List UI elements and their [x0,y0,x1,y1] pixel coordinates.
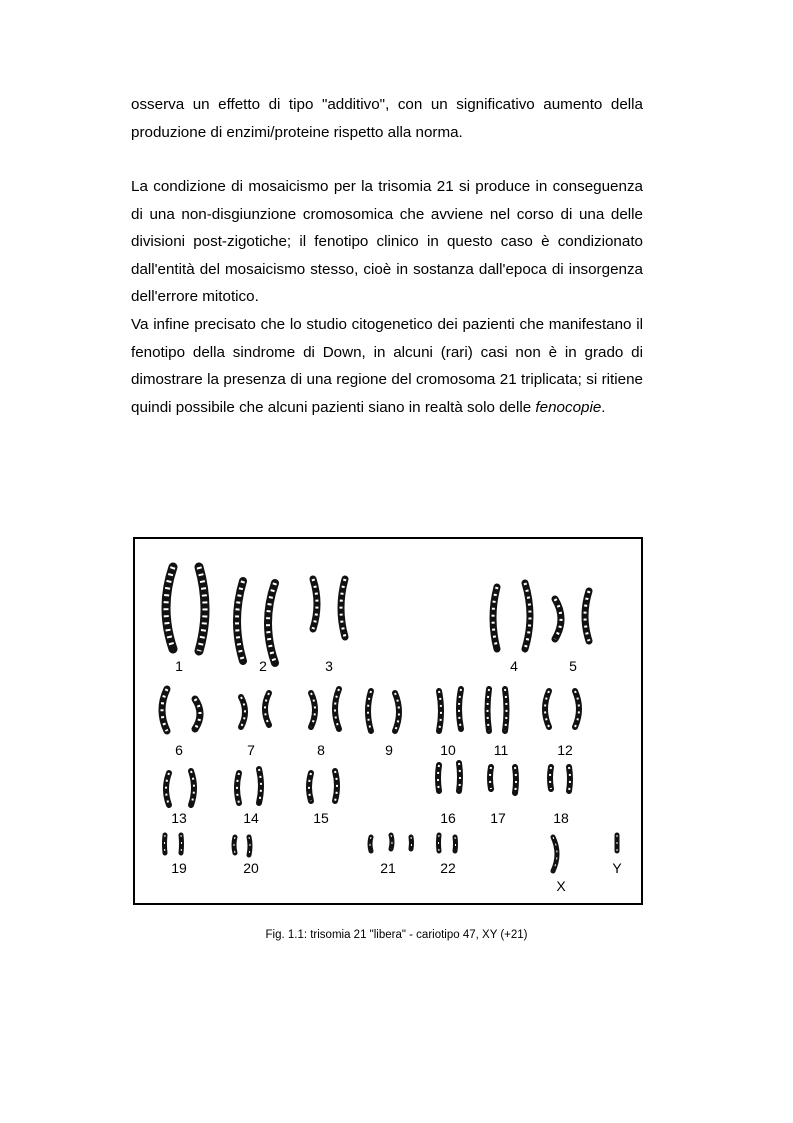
chromosome-pair-13 [166,771,194,805]
figure-caption: Fig. 1.1: trisomia 21 "libera" - cariotipo 47, XY (+21) [265,929,528,941]
chromosome-label-18: 18 [553,810,569,826]
chromosome-label-12: 12 [557,742,573,758]
chromosome-label-22: 22 [440,860,456,876]
chromosome [550,767,551,789]
paragraph-3-text: Va infine precisato che lo studio citogenetico dei pazienti che manifestano il fenotipo della sindrome di Down, in alcuni (rari) casi non è in grado di dimostrare la presenza di una regione del cromosoma 21 triplicata; si ritiene quindi possibile che alcuni pazienti siano in realtà solo delle [131,316,643,416]
chromosome-label-17: 17 [490,810,506,826]
chromosome-label-5: 5 [569,658,577,674]
chromosome-pair-X [553,837,557,871]
chromosome-pair-1 [166,567,205,651]
chromosome-label-14: 14 [243,810,259,826]
paragraph-phenocopies [131,311,643,421]
paragraph-continuation [131,91,643,146]
chromosome [237,581,243,661]
chromosome-pair-7 [241,693,269,727]
chromosome-label-4: 4 [510,658,518,674]
chromosome-pair-11 [488,689,507,731]
chromosome-pair-14 [237,769,261,803]
chromosome [335,689,339,729]
paragraph-1: osserva un effetto di tipo "additivo", con un significativo aumento della produzione di enzimi/proteine rispetto alla norma. [131,96,643,141]
chromosome-label-13: 13 [171,810,187,826]
chromosome-pair-9 [368,691,399,731]
chromosome-pair-17 [490,767,516,793]
chromosome-label-X: X [556,878,566,894]
chromosome [459,689,461,729]
chromosome [545,691,549,727]
chromosome-label-7: 7 [247,742,255,758]
chromosome-pair-10 [439,689,461,731]
chromosome-label-1: 1 [175,658,183,674]
chromosome-label-15: 15 [313,810,329,826]
chromosome-label-8: 8 [317,742,325,758]
chromosome-pair-21 [370,835,412,851]
chromosome-pair-3 [313,579,345,637]
chromosome-pair-12 [545,691,579,727]
chromosome-label-19: 19 [171,860,187,876]
chromosome-label-21: 21 [380,860,396,876]
chromosome-label-6: 6 [175,742,183,758]
karyotype-figure [133,537,643,905]
paragraph-mosaicism [131,173,643,311]
chromosome-pair-18 [550,767,570,791]
chromosome-label-9: 9 [385,742,393,758]
chromosome [166,773,169,805]
chromosome-pair-2 [237,581,275,663]
chromosome [569,767,570,791]
chromosome [439,691,441,731]
paragraph-3 [131,311,643,421]
chromosome [368,691,371,731]
chromosome-label-10: 10 [440,742,456,758]
chromosome-label-3: 3 [325,658,333,674]
chromosome-label-20: 20 [243,860,259,876]
chromosome [490,767,491,789]
chromosome-pair-6 [162,689,200,731]
chromosome-pair-5 [555,591,589,641]
chromosome-pair-22 [439,835,456,851]
paragraph-2: La condizione di mosaicismo per la trisomia 21 si produce in conseguenza di una non-disgiunzione cromosomica che avviene nel corso di una delle divisioni post-zigotiche; il fenotipo clinico in questo caso è condizionato dall'entità del mosaicismo stesso, cioè in sostanza dall'epoca di insorgenza dell'errore mitotico. [131,178,643,306]
chromosome-pair-15 [309,771,337,801]
chromosome-label-Y: Y [612,860,622,876]
chromosome-pair-8 [311,689,339,729]
karyotype-image [135,539,641,903]
chromosome-pair-4 [493,583,530,649]
chromosome-label-16: 16 [440,810,456,826]
chromosome [395,693,399,731]
chromosome-pair-16 [438,763,460,791]
paragraph-3-end: . [601,398,606,416]
chromosome-pair-20 [234,837,250,855]
chromosome [268,583,275,663]
chromosome [493,587,497,649]
chromosome [575,691,579,727]
phenocopies-emphasis: fenocopie [535,398,602,416]
chromosome-label-2: 2 [259,658,267,674]
chromosome-pair-19 [165,835,182,853]
chromosome-label-11: 11 [493,742,509,758]
